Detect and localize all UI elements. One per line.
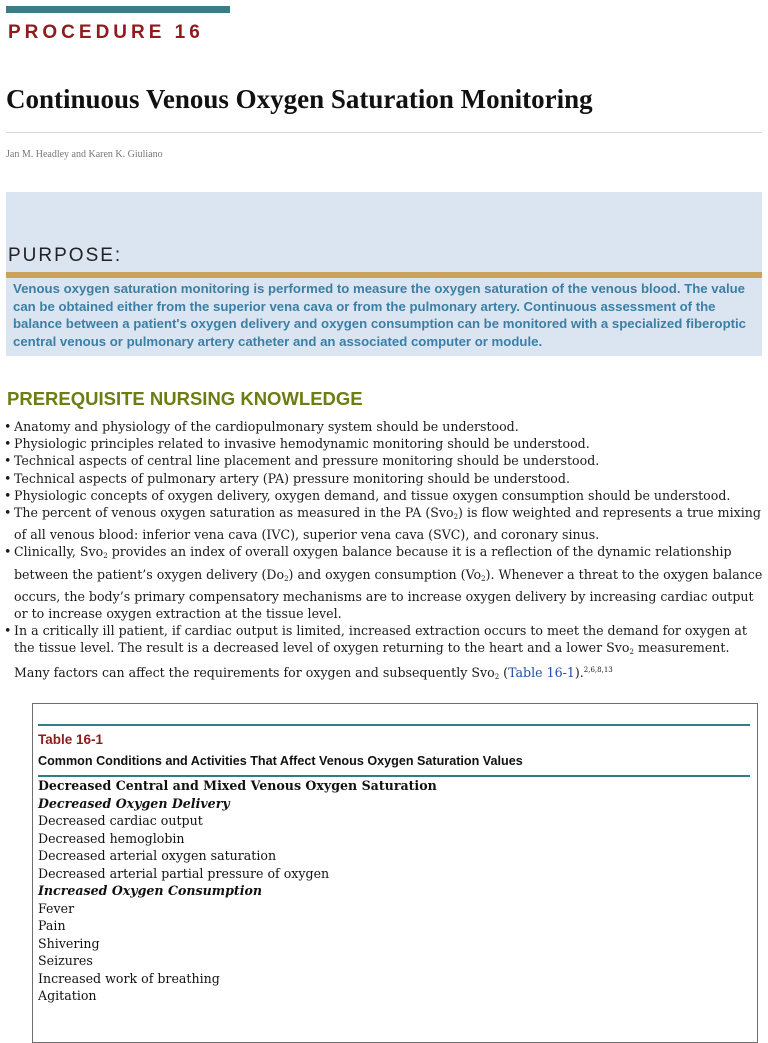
table-subsection-heading: Decreased Oxygen Delivery [38,795,230,811]
list-item: • Physiologic principles related to invasive hemodynamic monitoring should be understood. [0,435,764,452]
table-row: Decreased arterial oxygen saturation [38,848,277,863]
procedure-label: PROCEDURE 16 [8,22,204,43]
prerequisite-heading: PREREQUISITE NURSING KNOWLEDGE [7,388,363,409]
table-row: Agitation [38,988,97,1003]
table-row: Decreased hemoglobin [38,830,185,846]
table-row: Fever [38,900,75,916]
table-row: Seizures [38,953,93,968]
table-title: Common Conditions and Activities That Affect Venous Oxygen Saturation Values [38,754,523,768]
table-16-1-link[interactable]: Table 16-1 [508,664,575,680]
page-title: Continuous Venous Oxygen Saturation Monitoring [6,84,593,114]
table-row: Increased work of breathing [38,970,220,986]
table-row: Decreased cardiac output [38,813,203,828]
list-item: • Anatomy and physiology of the cardiopulmonary system should be understood. [0,418,764,435]
table-subsection-heading: Increased Oxygen Consumption [38,883,263,898]
table-body [38,777,750,1005]
purpose-heading: PURPOSE: [8,245,123,266]
list-item: • The percent of venous oxygen saturation as measured in the PA (Svo$_2$) is flow weighted and represents a true mixing of all venous blood: inferior vena cava (IVC), superior vena cava (SVC), and coronary sinus. [0,504,764,543]
list-item: • Technical aspects of pulmonary artery (PA) pressure monitoring should be understood. [0,470,764,487]
table-row: Decreased arterial partial pressure of oxygen [38,865,330,881]
table-section-heading: Decreased Central and Mixed Venous Oxygen Saturation [38,778,437,793]
authors-line: Jan M. Headley and Karen K. Giuliano [6,149,163,160]
prerequisite-list [0,418,764,686]
purpose-text: Venous oxygen saturation monitoring is performed to measure the oxygen saturation of the venous blood. The value can be obtained either from the superior vena cava or from the pulmonary artery. Continuous assessment of the balance between a patient's oxygen delivery and oxygen consumption can be monitored with a specialized fiberoptic central venous or pulmonary artery catheter and an associated computer or module. [13,281,747,349]
list-item: • Clinically, Svo$_2$ provides an index of overall oxygen balance because it is a reflection of the dynamic relationship between the patient’s oxygen delivery $(Do_2)$ and oxygen consumption $(Vo_2)$. Whenever a threat to the oxygen balance occurs, the body’s primary compensatory mechanisms are to increase oxygen delivery by increasing cardiac output or to increase oxygen extraction at the tissue level. [0,543,764,622]
list-item: • Physiologic concepts of oxygen delivery, oxygen demand, and tissue oxygen consumption should be understood. [0,487,764,504]
table-top-rule [38,724,750,726]
table-number: Table 16-1 [38,732,104,747]
header-accent-bar [6,6,230,13]
table-row: Pain [38,918,66,933]
reference-citation: 2,6,8,13 [583,665,613,674]
list-item: • Technical aspects of central line placement and pressure monitoring should be understood. [0,452,764,469]
list-item: • In a critically ill patient, if cardiac output is limited, increased extraction occurs to meet the demand for oxygen at the tissue level. The result is a decreased level of oxygen returning to the heart and a lower Svo$_2$ measurement. Many factors can affect the requirements for oxygen and subsequently Svo$_2$ (Table 16-1).$^{2,6,8,13}$ [0,622,764,686]
table-row: Shivering [38,935,100,951]
title-divider [6,132,762,133]
